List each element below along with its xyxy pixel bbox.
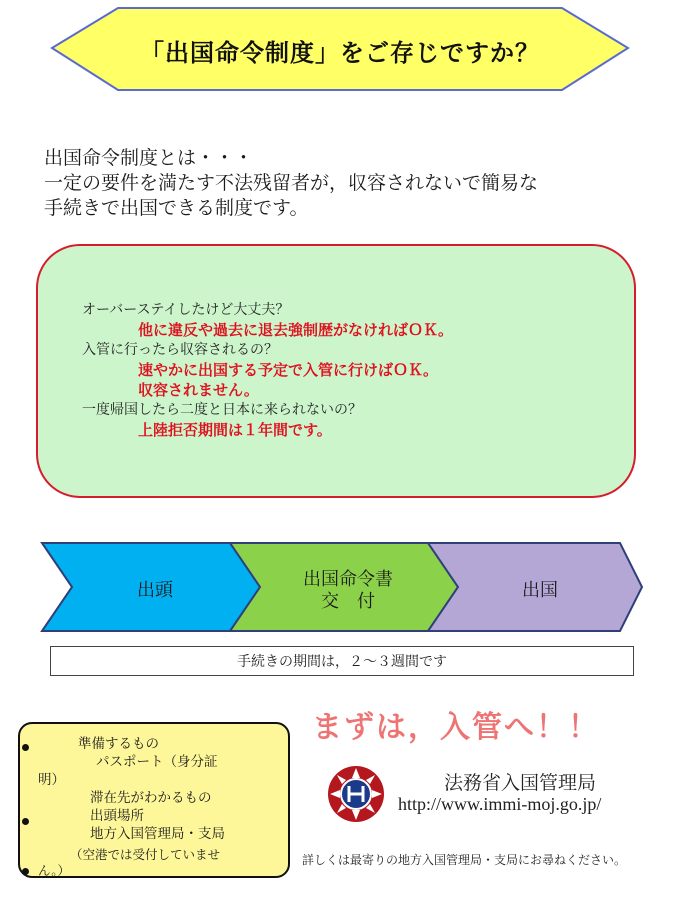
step-order-label: 出国命令書 [303, 569, 393, 590]
period-box: 手続きの期間は，２～３週間です [50, 646, 634, 676]
faq-answer-overstay: 他に違反や過去に退去強制歴がなければＯＫ。 [138, 321, 454, 339]
org-url[interactable]: http://www.immi-moj.go.jp/ [398, 794, 602, 814]
step-appear [80, 560, 230, 622]
prep-item-location-title: 出頭場所 [90, 808, 144, 824]
bullet-icon [22, 744, 29, 751]
faq-answer-detention-cont: 収容されません。 [138, 381, 259, 399]
prep-item-passport: パスポート（身分証 [96, 754, 218, 770]
step-order [258, 560, 438, 622]
faq-answer-reentry: 上陸拒否期間は１年間です。 [138, 421, 332, 439]
prep-title: 準備するもの [78, 736, 159, 752]
page-title: 「出国命令制度」をご存じですか？ [140, 38, 540, 67]
step-order-label-2: 交 付 [321, 591, 375, 612]
cta-text: まずは，入管へ！！ [312, 710, 600, 745]
intro-line: 手続きで出国できる制度です。 [44, 197, 309, 219]
faq-question-detention: 入管に行ったら収容されるの？ [82, 342, 278, 358]
step-appear-label: 出頭 [137, 580, 173, 601]
intro-line: 一定の要件を満たす不法残留者が，収容されないで簡易な [44, 172, 539, 194]
prep-item-location-note: （空港では受付していませ [70, 847, 221, 862]
prep-box [18, 722, 290, 878]
prep-item-passport-cont: 明） [38, 772, 65, 788]
moj-seal-icon [326, 764, 386, 824]
faq-answer-detention: 速やかに出国する予定で入管に行けばＯＫ。 [138, 361, 439, 379]
intro-text [44, 146, 654, 221]
prep-item-residence: 滞在先がわかるもの [90, 790, 212, 806]
faq-question-overstay: オーバーステイしたけど大丈夫？ [82, 302, 290, 318]
faq-list [82, 300, 622, 440]
intro-line: 出国命令制度とは・・・ [44, 147, 254, 169]
faq-box [36, 244, 636, 498]
prep-item-location-note-cont: ん。） [38, 863, 71, 878]
org-name: 法務省入国管理局 [444, 772, 597, 794]
detail-note: 詳しくは最寄りの地方入国管理局・支局にお尋ねください。 [302, 853, 627, 867]
prep-item-location: 地方入国管理局・支局 [90, 826, 225, 842]
bullet-icon [22, 868, 29, 875]
step-depart-label: 出国 [522, 580, 558, 601]
bullet-icon [22, 818, 29, 825]
step-depart [460, 560, 620, 622]
faq-question-reentry: 一度帰国したら二度と日本に来られないの？ [82, 402, 362, 418]
